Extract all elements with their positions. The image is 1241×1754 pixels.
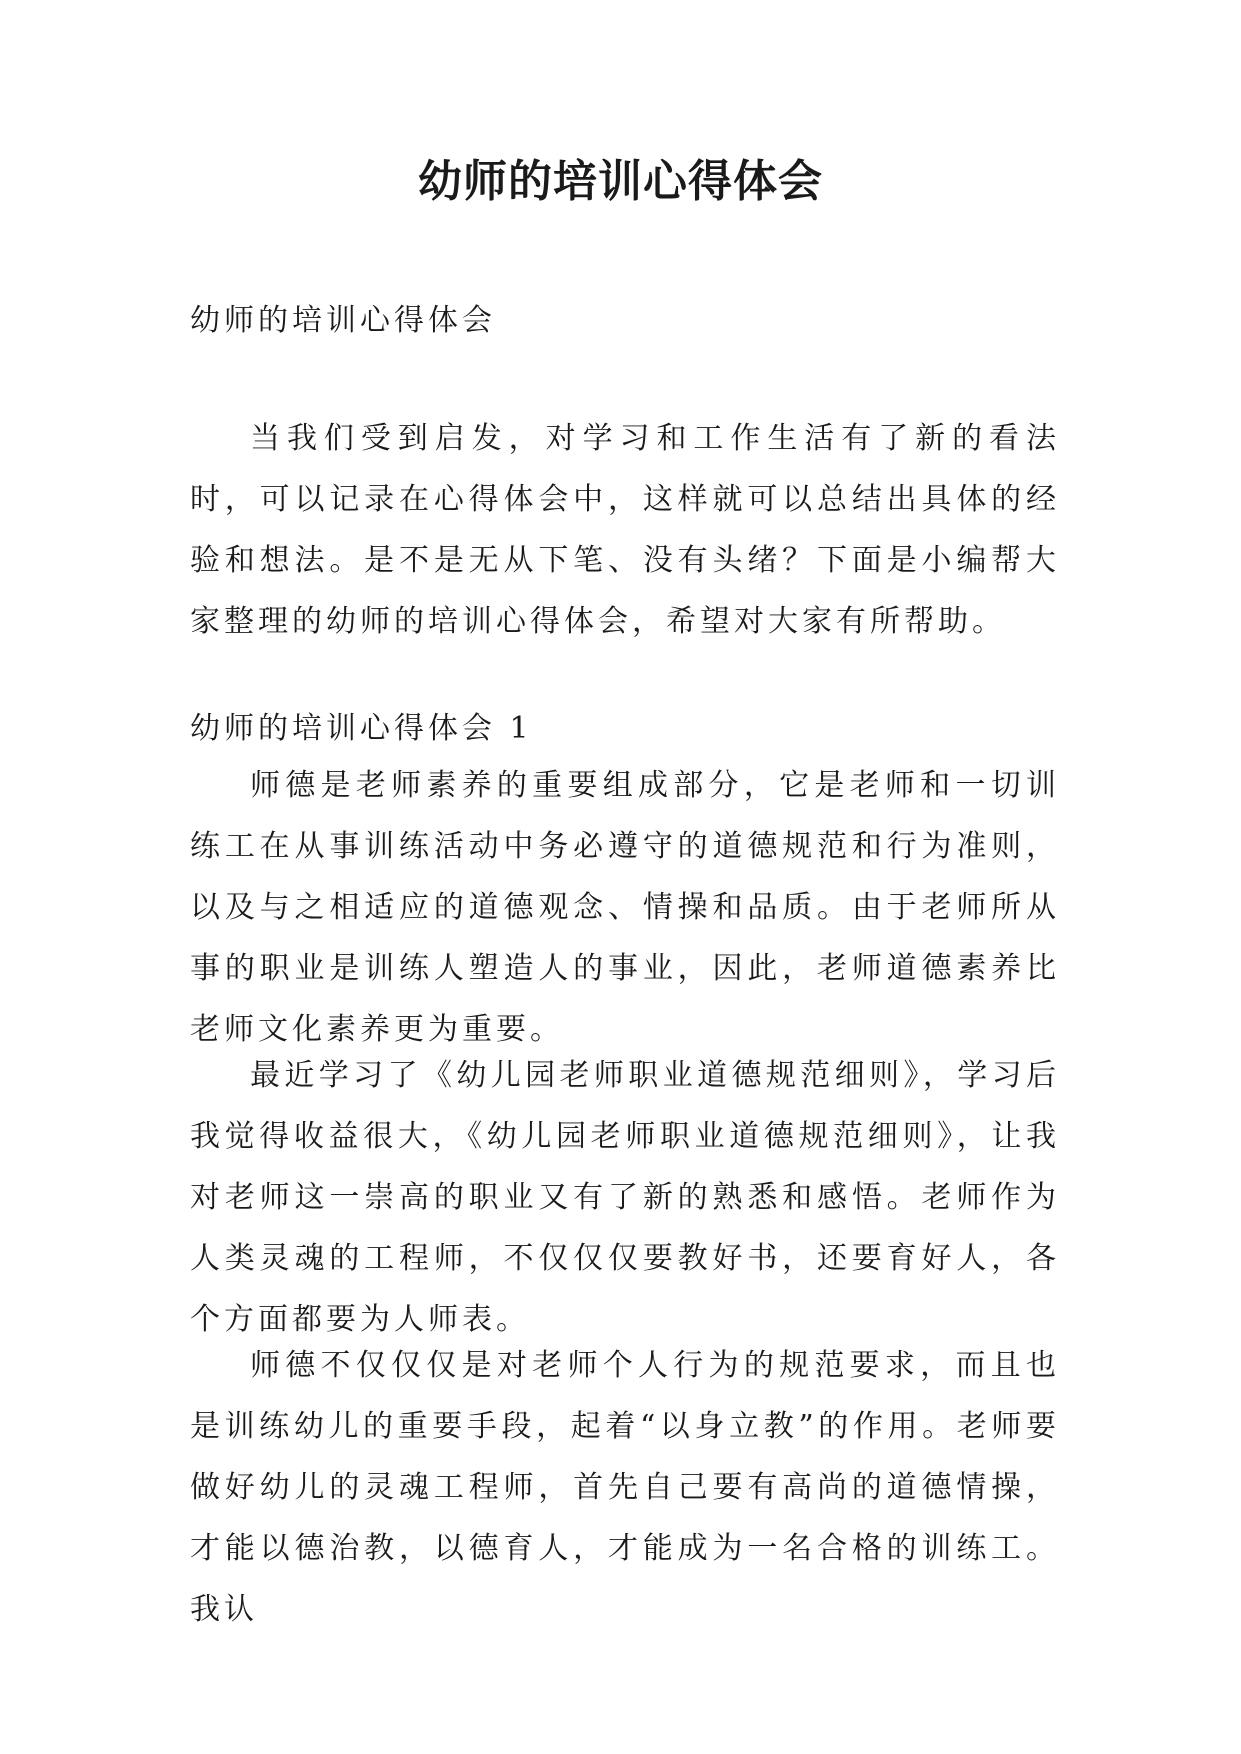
document-subtitle: 幼师的培训心得体会 [190,303,496,338]
body-paragraph-1: 师德是老师素养的重要组成部分，它是老师和一切训练工在从事训练活动中务必遵守的道德规范和行为准则，以及与之相适应的道德观念、情操和品质。由于老师所从事的职业是训练人塑造人的事业，因此，老师道德素养比老师文化素养更为重要。 [190,768,1060,1047]
body-paragraph-2: 最近学习了《幼儿园老师职业道德规范细则》，学习后我觉得收益很大，《幼儿园老师职业道德规范细则》，让我对老师这一崇高的职业又有了新的熟悉和感悟。老师作为人类灵魂的工程师，不仅仅仅要教好书，还要育好人，各个方面都要为人师表。 [190,1058,1060,1337]
section-heading: 幼师的培训心得体会 1 [190,711,533,746]
document-title: 幼师的培训心得体会 [418,156,823,207]
intro-paragraph: 当我们受到启发，对学习和工作生活有了新的看法时，可以记录在心得体会中，这样就可以总结出具体的经验和想法。是不是无从下笔、没有头绪？下面是小编帮大家整理的幼师的培训心得体会，希望对大家有所帮助。 [190,421,1060,639]
body-paragraph-3: 师德不仅仅仅是对老师个人行为的规范要求，而且也是训练幼儿的重要手段，起着“以身立教”的作用。老师要做好幼儿的灵魂工程师，首先自己要有高尚的道德情操，才能以德治教，以德育人，才能成为一名合格的训练工。 我认 [190,1348,1060,1627]
